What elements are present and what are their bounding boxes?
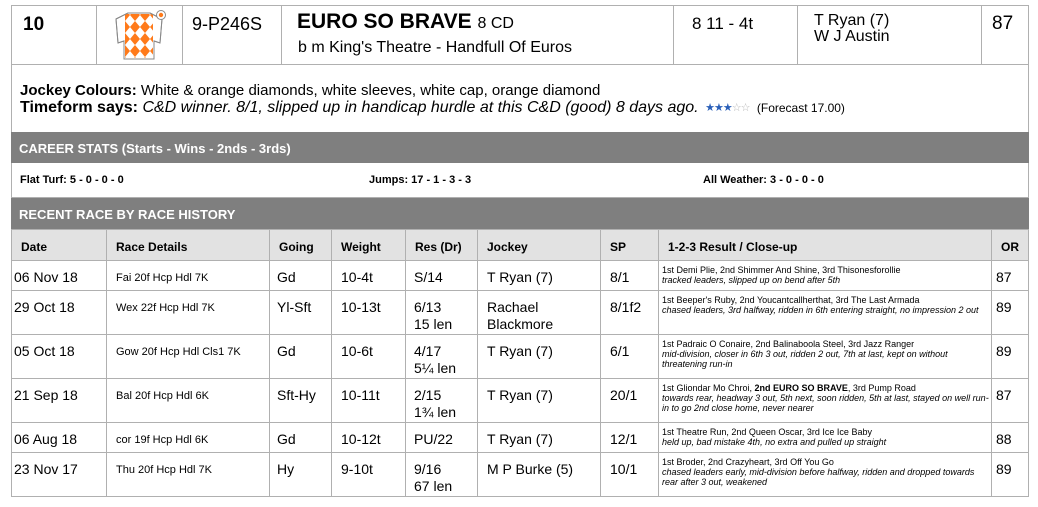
placed-post: , 3rd Pump Road: [847, 383, 916, 393]
finish-position: [414, 387, 456, 421]
placed-horses: [662, 383, 990, 393]
race-details[interactable]: Bal 20f Hcp Hdl 6K: [116, 390, 209, 402]
race-date: 05 Oct 18: [14, 343, 75, 359]
all-weather-stats: All Weather: 3 - 0 - 0 - 0: [703, 174, 824, 186]
jockey-colours-text: White & orange diamonds, white sleeves, white cap, orange diamond: [140, 82, 601, 99]
closeup-comment: held up, bad mistake 4th, no extra and pulled up straight: [662, 437, 887, 447]
closeup-comment: chased leaders, 3rd halfway, ridden in 6th entering straight, no impression 2 out: [662, 305, 979, 315]
race-details[interactable]: Thu 20f Hcp Hdl 7K: [116, 464, 212, 476]
race-date: 23 Nov 17: [14, 461, 78, 477]
position-draw: 9/16: [414, 461, 442, 477]
placed-horses: [662, 427, 990, 437]
going: Sft-Hy: [277, 387, 316, 403]
runner-number-cell: [12, 6, 97, 64]
result-closeup: [662, 265, 990, 285]
history-column-headers: [11, 229, 1029, 261]
star-rating: [705, 102, 749, 114]
placed-self: 2nd EURO SO BRAVE: [754, 383, 848, 393]
col-header-result: Res (Dr): [406, 230, 478, 260]
form-cell: [183, 6, 282, 64]
table-row[interactable]: [11, 291, 1029, 335]
finish-position: [414, 343, 456, 377]
result-cell: [406, 379, 478, 422]
going-cell: [270, 423, 332, 452]
official-rating: 87: [992, 13, 1014, 34]
col-header-date: Date: [12, 230, 107, 260]
weight: 10-6t: [341, 343, 373, 359]
jockey-colours-line: [20, 82, 1028, 99]
placed-pre: 1st Demi Plie, 2nd Shimmer And Shine, 3rd Thisonesforollie: [662, 265, 901, 275]
race-details-cell: [107, 335, 270, 378]
jockey-cell: [478, 261, 601, 290]
official-rating-then: 89: [996, 343, 1012, 359]
official-rating-then: 89: [996, 299, 1012, 315]
timeform-line: [20, 99, 1028, 117]
weight-cell: [332, 423, 406, 452]
jumps-stats: Jumps: 17 - 1 - 3 - 3: [369, 174, 472, 186]
closeup-comment: chased leaders early, mid-division before halfway, ridden and dropped towards rear after 3 out, weakened: [662, 467, 975, 487]
official-rating-then: 88: [996, 431, 1012, 447]
timeform-comment: C&D winner. 8/1, slipped up in handicap hurdle at this C&D (good) 8 days ago.: [142, 99, 699, 116]
sp-cell: [601, 291, 659, 334]
position-draw: 4/17: [414, 343, 442, 359]
trainer-name[interactable]: W J Austin: [814, 28, 890, 45]
starting-price: 6/1: [610, 343, 630, 359]
weight: 10-4t: [341, 269, 373, 285]
placed-horses: [662, 339, 990, 349]
race-date: 29 Oct 18: [14, 299, 75, 315]
closeup-cell: [659, 423, 992, 452]
result-closeup: [662, 295, 990, 315]
race-details[interactable]: Gow 20f Hcp Hdl Cls1 7K: [116, 346, 241, 358]
finish-position: [414, 269, 443, 286]
jockey-cell: [478, 291, 601, 334]
col-header-closeup: 1-2-3 Result / Close-up: [659, 230, 992, 260]
career-stats-header: CAREER STATS (Starts - Wins - 2nds - 3rds): [11, 132, 1029, 163]
position-draw: PU/22: [414, 431, 453, 447]
race-jockey[interactable]: M P Burke (5): [487, 461, 574, 477]
or-cell: [992, 453, 1030, 496]
placed-pre: 1st Beeper's Ruby, 2nd Youcantcallherthat, 3rd The Last Armada: [662, 295, 920, 305]
weight: 10-13t: [341, 299, 381, 315]
position-draw: 2/15: [414, 387, 442, 403]
race-details-cell: [107, 453, 270, 496]
or-cell: [992, 261, 1030, 290]
date-cell: [12, 423, 107, 452]
horse-name[interactable]: EURO SO BRAVE: [297, 10, 472, 33]
flat-turf-stats: Flat Turf: 5 - 0 - 0 - 0: [20, 174, 124, 186]
result-cell: [406, 335, 478, 378]
going: Gd: [277, 431, 296, 447]
col-header-race-details: Race Details: [107, 230, 270, 260]
result-closeup: [662, 383, 990, 413]
table-row[interactable]: [11, 261, 1029, 291]
weight-cell: [332, 335, 406, 378]
star-empty-icon: ☆: [740, 102, 750, 114]
col-header-sp: SP: [601, 230, 659, 260]
jockey-silk-icon: [110, 9, 168, 61]
going-cell: [270, 453, 332, 496]
race-details[interactable]: Wex 22f Hcp Hdl 7K: [116, 302, 215, 314]
result-cell: [406, 291, 478, 334]
breeding: b m King's Theatre - Handfull Of Euros: [298, 39, 572, 56]
going: Gd: [277, 269, 296, 285]
going: Gd: [277, 343, 296, 359]
closeup-cell: [659, 291, 992, 334]
table-row[interactable]: [11, 335, 1029, 379]
sp-cell: [601, 335, 659, 378]
going: Yl-Sft: [277, 299, 312, 315]
sp-cell: [601, 453, 659, 496]
placed-horses: [662, 265, 990, 275]
star-filled-icon: ★: [705, 102, 714, 114]
age-weight: 8 11 - 4t: [692, 14, 754, 33]
weight-cell: [332, 453, 406, 496]
finish-position: [414, 461, 452, 495]
starting-price: 8/1: [610, 269, 630, 285]
race-details[interactable]: cor 19f Hcp Hdl 6K: [116, 434, 209, 446]
going-cell: [270, 291, 332, 334]
going-cell: [270, 379, 332, 422]
weight-cell: [332, 261, 406, 290]
jockey-cell: [478, 453, 601, 496]
beaten-distance: 67 len: [414, 478, 453, 494]
race-jockey[interactable]: T Ryan (7): [487, 269, 553, 285]
race-date: 06 Nov 18: [14, 269, 78, 285]
closeup-comment: tracked leaders, slipped up on bend after 5th: [662, 275, 841, 285]
placed-horses: [662, 457, 990, 467]
race-details-cell: [107, 291, 270, 334]
finish-position: [414, 431, 453, 448]
placed-pre: 1st Broder, 2nd Crazyheart, 3rd Off You Go: [662, 457, 834, 467]
date-cell: [12, 453, 107, 496]
star-empty-icon: ☆: [731, 102, 741, 114]
name-cell: [282, 6, 674, 64]
race-details-cell: [107, 423, 270, 452]
table-row[interactable]: [11, 423, 1029, 453]
table-row[interactable]: [11, 379, 1029, 423]
runner-header: [11, 5, 1029, 65]
weight-cell: [332, 291, 406, 334]
closeup-cell: [659, 379, 992, 422]
date-cell: [12, 379, 107, 422]
result-cell: [406, 261, 478, 290]
finish-position: [414, 299, 452, 333]
closeup-cell: [659, 261, 992, 290]
timeform-label: Timeform says:: [20, 99, 138, 116]
result-closeup: [662, 457, 990, 487]
starting-price: 8/1f2: [610, 299, 642, 315]
beaten-distance: 5¼ len: [414, 360, 457, 376]
connections: [814, 13, 890, 45]
age-weight-cell: [674, 6, 798, 64]
position-draw: 6/13: [414, 299, 442, 315]
jockey-name[interactable]: T Ryan (7): [814, 12, 890, 29]
going: Hy: [277, 461, 295, 477]
date-cell: [12, 291, 107, 334]
closeup-comment: mid-division, closer in 6th 3 out, ridden 2 out, 7th at last, kept on without threatening run-in: [662, 349, 948, 369]
sp-cell: [601, 423, 659, 452]
official-rating-then: 89: [996, 461, 1012, 477]
sp-cell: [601, 261, 659, 290]
official-rating-then: 87: [996, 387, 1012, 403]
race-details-cell: [107, 261, 270, 290]
jockey-colours-label: Jockey Colours:: [20, 82, 137, 99]
or-cell: [992, 291, 1030, 334]
form-figures: 9-P246S: [192, 14, 263, 34]
race-date: 21 Sep 18: [14, 387, 78, 403]
position-draw: S/14: [414, 269, 443, 285]
starting-price: 12/1: [610, 431, 638, 447]
col-header-or: OR: [1001, 240, 1019, 254]
rating-cell: [982, 6, 1030, 64]
runner-number: 10: [23, 14, 45, 35]
weight: 9-10t: [341, 461, 373, 477]
closeup-comment: towards rear, headway 3 out, 5th next, soon ridden, 5th at last, stayed on well run-in to go 2nd close home, never nearer: [662, 393, 989, 413]
weight-cell: [332, 379, 406, 422]
forecast-price: (Forecast 17.00): [756, 101, 845, 115]
jockey-cell: [478, 423, 601, 452]
career-stats-row: [11, 163, 1029, 198]
or-cell: [992, 379, 1030, 422]
table-row[interactable]: [11, 453, 1029, 497]
silk-cell: [97, 6, 183, 64]
race-history-table: [11, 261, 1029, 497]
result-cell: [406, 423, 478, 452]
race-jockey[interactable]: T Ryan (7): [487, 431, 553, 447]
col-header-going: Going: [270, 230, 332, 260]
going-cell: [270, 261, 332, 290]
race-history-header: RECENT RACE BY RACE HISTORY: [11, 198, 1029, 229]
going-cell: [270, 335, 332, 378]
jockey-cell: [478, 379, 601, 422]
beaten-distance: 1¾ len: [414, 404, 457, 420]
date-cell: [12, 335, 107, 378]
runner-info: [11, 65, 1029, 132]
col-header-jockey: Jockey: [478, 230, 601, 260]
weight: 10-11t: [341, 387, 380, 403]
placed-pre: 1st Theatre Run, 2nd Queen Oscar, 3rd Ice Ice Baby: [662, 427, 872, 437]
or-cell: [992, 423, 1030, 452]
or-cell: [992, 335, 1030, 378]
star-filled-icon: ★: [722, 102, 732, 114]
date-cell: [12, 261, 107, 290]
race-jockey[interactable]: T Ryan (7): [487, 343, 553, 359]
placed-pre: 1st Gliondar Mo Chroi,: [662, 383, 755, 393]
race-jockey[interactable]: T Ryan (7): [487, 387, 553, 403]
beaten-distance: 15 len: [414, 316, 453, 332]
race-details[interactable]: Fai 20f Hcp Hdl 7K: [116, 272, 209, 284]
race-jockey[interactable]: Rachael Blackmore: [487, 299, 554, 332]
connections-cell: [798, 6, 982, 64]
star-filled-icon: ★: [713, 102, 723, 114]
result-cell: [406, 453, 478, 496]
starting-price: 20/1: [610, 387, 638, 403]
starting-price: 10/1: [610, 461, 638, 477]
official-rating-then: 87: [996, 269, 1012, 285]
weight: 10-12t: [341, 431, 381, 447]
closeup-cell: [659, 335, 992, 378]
race-date: 06 Aug 18: [14, 431, 78, 447]
col-header-weight: Weight: [332, 230, 406, 260]
horse-name-line: [297, 10, 514, 34]
placed-pre: 1st Padraic O Conaire, 2nd Balinaboola Steel, 3rd Jazz Ranger: [662, 339, 915, 349]
horse-age-cd: 8 CD: [477, 15, 514, 32]
result-closeup: [662, 427, 990, 447]
placed-horses: [662, 295, 990, 305]
jockey-cell: [478, 335, 601, 378]
closeup-cell: [659, 453, 992, 496]
race-details-cell: [107, 379, 270, 422]
sp-cell: [601, 379, 659, 422]
result-closeup: [662, 339, 990, 369]
